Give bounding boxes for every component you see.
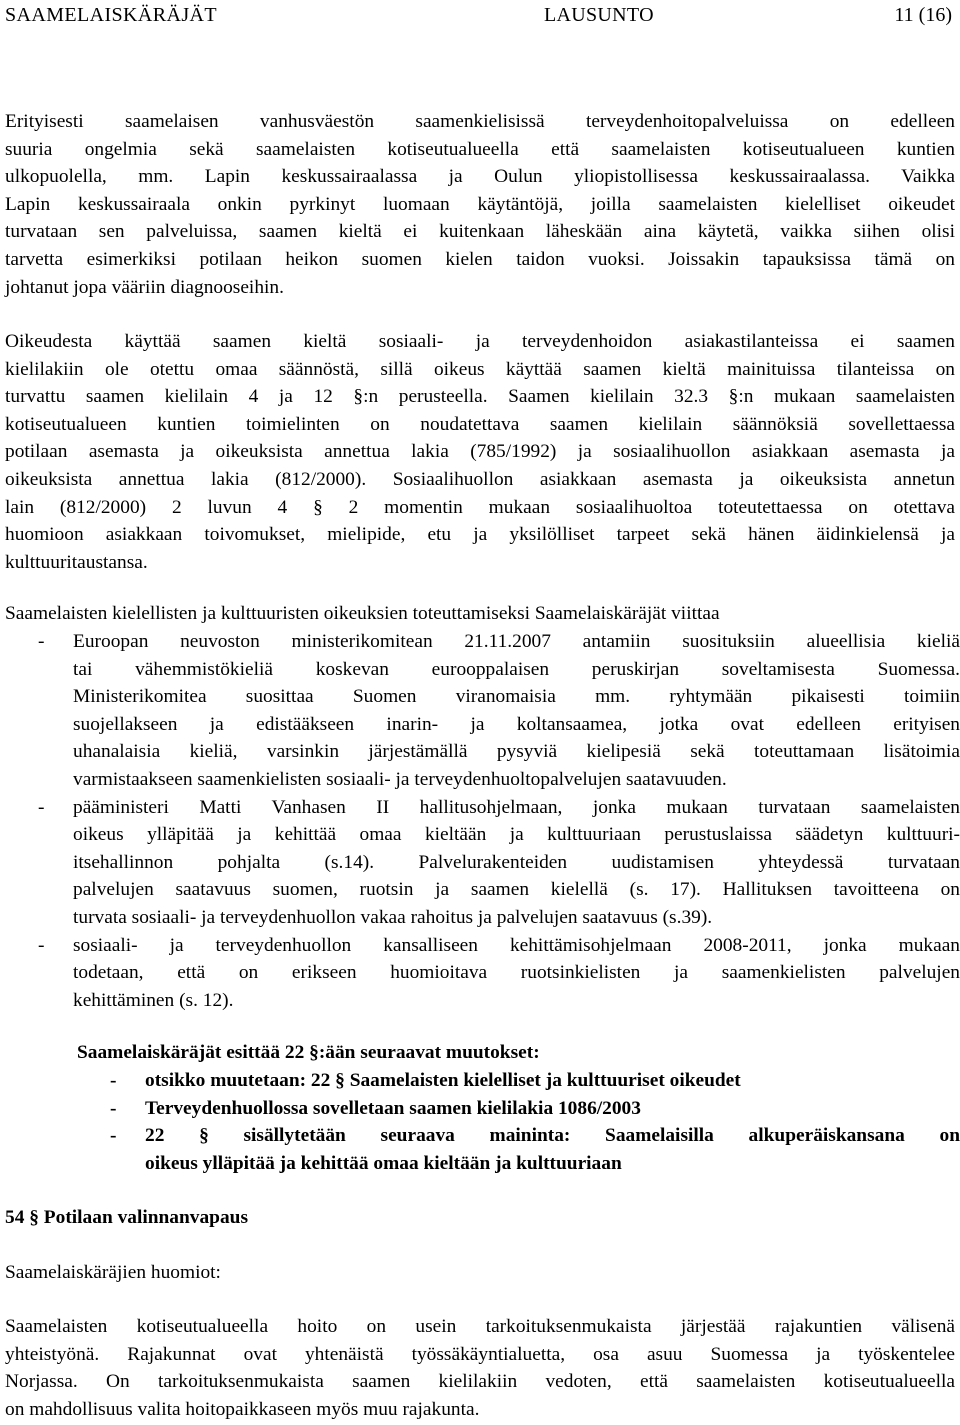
text-line: Erityisesti saamelaisen vanhusväestön saamenkielisissä terveydenhoitopalveluissa on edelleen bbox=[5, 111, 955, 132]
remarks-label: Saamelaiskäräjien huomiot: bbox=[5, 1262, 221, 1283]
text-line: itsehallinnon pohjalta (s.14). Palvelurakenteiden uudistamisen yhteydessä turvataan bbox=[73, 851, 960, 873]
page-header bbox=[5, 0, 952, 34]
list-dash: - bbox=[38, 796, 45, 818]
list-dash: - bbox=[38, 631, 45, 652]
text-line: tai vähemmistökieliä koskevan eurooppalaisen peruskirjan soveltamisesta Suomessa. bbox=[73, 658, 960, 680]
text-line: kielilakiin ole otettu omaa säännöstä, sillä oikeus käyttää saamen kieltä mainituissa tilanteissa on bbox=[5, 358, 955, 380]
proposal-list bbox=[5, 1067, 960, 1177]
text-line: yhteistyönä. Rajakunnat ovat yhtenäistä työssäkäyntialuetta, osa asuu Suomessa ja työskentelee bbox=[5, 1343, 955, 1365]
page-number: 11 (16) bbox=[894, 4, 952, 26]
proposal-heading: Saamelaiskäräjät esittää 22 §:ään seuraavat muutokset: bbox=[77, 1042, 540, 1063]
text-line: turvattu saamen kielilain 4 ja 12 §:n perusteella. Saamen kielilain 32.3 §:n mukaan saamelaisten bbox=[5, 386, 955, 408]
list-dash: - bbox=[110, 1125, 117, 1147]
organization-name: SAAMELAISKÄRÄJÄT bbox=[5, 4, 217, 26]
paragraph-language-rights bbox=[5, 328, 955, 576]
list-dash: - bbox=[38, 934, 45, 956]
text-line: kotiseutualueen kuntien toimielinten on noudatettava saamen kielilain säännöksiä sovellettaessa bbox=[5, 413, 955, 435]
document-type: LAUSUNTO bbox=[544, 4, 654, 26]
paragraph-border-cooperation bbox=[5, 1313, 955, 1423]
text-line: ulkopuolella, mm. Lapin keskussairaalassa ja Oulun yliopistollisessa keskussairaalassa. Vaikka bbox=[5, 166, 955, 188]
text-line: on mahdollisuus valita hoitopaikkaseen myös muu rajakunta. bbox=[5, 1398, 480, 1420]
text-line: huomioon asiakkaan toivomukset, mielipide, etu ja yksilölliset tarpeet sekä hänen äidinkielensä ja bbox=[5, 524, 955, 546]
list-dash: - bbox=[110, 1097, 117, 1119]
text-line: otsikko muutetaan: 22 § Saamelaisten kielelliset ja kulttuuriset oikeudet bbox=[145, 1070, 741, 1091]
text-line: turvataan sen palveluissa, saamen kieltä ei kuitenkaan läheskään aina käytetä, vaikka siihen olisi bbox=[5, 221, 955, 243]
text-line: Oikeudesta käyttää saamen kieltä sosiaali- ja terveydenhoidon asiakastilanteissa ei saamen bbox=[5, 331, 955, 352]
text-line: oikeuksista annettua lakia (812/2000). Sosiaalihuollon asiakkaan asemasta ja oikeuksista annetun bbox=[5, 468, 955, 490]
text-line: oikeus ylläpitää ja kehittää omaa kieltään ja kulttuuriaan bbox=[145, 1152, 622, 1174]
text-line: Terveydenhuollossa sovelletaan saamen kielilakia 1086/2003 bbox=[145, 1097, 641, 1119]
text-line: kehittäminen (s. 12). bbox=[73, 989, 234, 1011]
text-line: palvelujen saatavuus suomen, ruotsin ja saamen kielellä (s. 17). Hallituksen tavoitteena on bbox=[73, 879, 960, 901]
references-intro: Saamelaisten kielellisten ja kulttuuristen oikeuksien toteuttamiseksi Saamelaiskäräjät viittaa bbox=[5, 603, 720, 624]
text-line: 22 § sisällytetään seuraava maininta: Saamelaisilla alkuperäiskansana on bbox=[145, 1125, 960, 1147]
references-list bbox=[5, 628, 960, 1014]
text-line: johtanut jopa vääriin diagnooseihin. bbox=[5, 276, 284, 298]
list-item bbox=[5, 1122, 960, 1177]
list-item bbox=[5, 1067, 955, 1095]
text-line: uhanalaisia kieliä, varsinkin järjestämällä pysyviä kielipesiä sekä toteuttamaan lisätoimia bbox=[73, 741, 960, 763]
text-line: sosiaali- ja terveydenhuollon kansalliseen kehittämisohjelmaan 2008-2011, jonka mukaan bbox=[73, 934, 960, 956]
text-line: Norjassa. On tarkoituksenmukaista saamen kielilakiin vedoten, että saamelaisten kotiseutualueella bbox=[5, 1371, 955, 1393]
list-item bbox=[5, 794, 960, 932]
list-item bbox=[5, 628, 960, 794]
list-dash: - bbox=[110, 1070, 117, 1091]
text-line: Lapin keskussairaala onkin pyrkinyt luomaan käytäntöjä, joilla saamelaisten kielelliset oikeudet bbox=[5, 193, 955, 215]
list-item bbox=[5, 932, 960, 1015]
paragraph-elderly-services bbox=[5, 108, 955, 301]
text-line: suuria ongelmia sekä saamelaisten kotiseutualueella että saamelaisten kotiseutualueen kuntien bbox=[5, 138, 955, 160]
text-line: todetaan, että on erikseen huomioitava ruotsinkielisten ja saamenkielisten palvelujen bbox=[73, 962, 960, 984]
text-line: pääministeri Matti Vanhasen II hallitusohjelmaan, jonka mukaan turvataan saamelaisten bbox=[73, 796, 960, 818]
text-line: Ministerikomitea suosittaa Suomen viranomaisia mm. ryhtymään pikaisesti toimiin bbox=[73, 686, 960, 708]
text-line: Saamelaisten kotiseutualueella hoito on usein tarkoituksenmukaista järjestää rajakuntien välisenä bbox=[5, 1316, 955, 1337]
text-line: lain (812/2000) 2 luvun 4 § 2 momentin mukaan sosiaalihuoltoa toteutettaessa on otettava bbox=[5, 496, 955, 518]
text-line: potilaan asemasta ja oikeuksista annettua lakia (785/1992) ja sosiaalihuollon asiakkaan asemasta ja bbox=[5, 441, 955, 463]
text-line: oikeus ylläpitää ja kehittää omaa kieltään ja kulttuuriaan perustuslaissa säädetyn kulttuuri- bbox=[73, 824, 960, 846]
list-item bbox=[5, 1095, 955, 1123]
text-line: suojellakseen ja edistääkseen inarin- ja koltansaamea, jotka ovat edelleen erityisen bbox=[73, 713, 960, 735]
text-line: tarvetta esimerkiksi potilaan heikon suomen kielen taidon vuoksi. Joissakin tapauksissa tämä on bbox=[5, 248, 955, 270]
text-line: Euroopan neuvoston ministerikomitean 21.11.2007 antamiin suosituksiin alueellisia kieliä bbox=[73, 631, 960, 652]
text-line: turvata sosiaali- ja terveydenhuollon vakaa rahoitus ja palvelujen saatavuus (s.39). bbox=[73, 906, 713, 928]
section-title: 54 § Potilaan valinnanvapaus bbox=[5, 1207, 248, 1228]
text-line: varmistaakseen saamenkielisten sosiaali- ja terveydenhuoltopalvelujen saatavuuden. bbox=[73, 768, 727, 790]
text-line: kulttuuritaustansa. bbox=[5, 551, 148, 573]
